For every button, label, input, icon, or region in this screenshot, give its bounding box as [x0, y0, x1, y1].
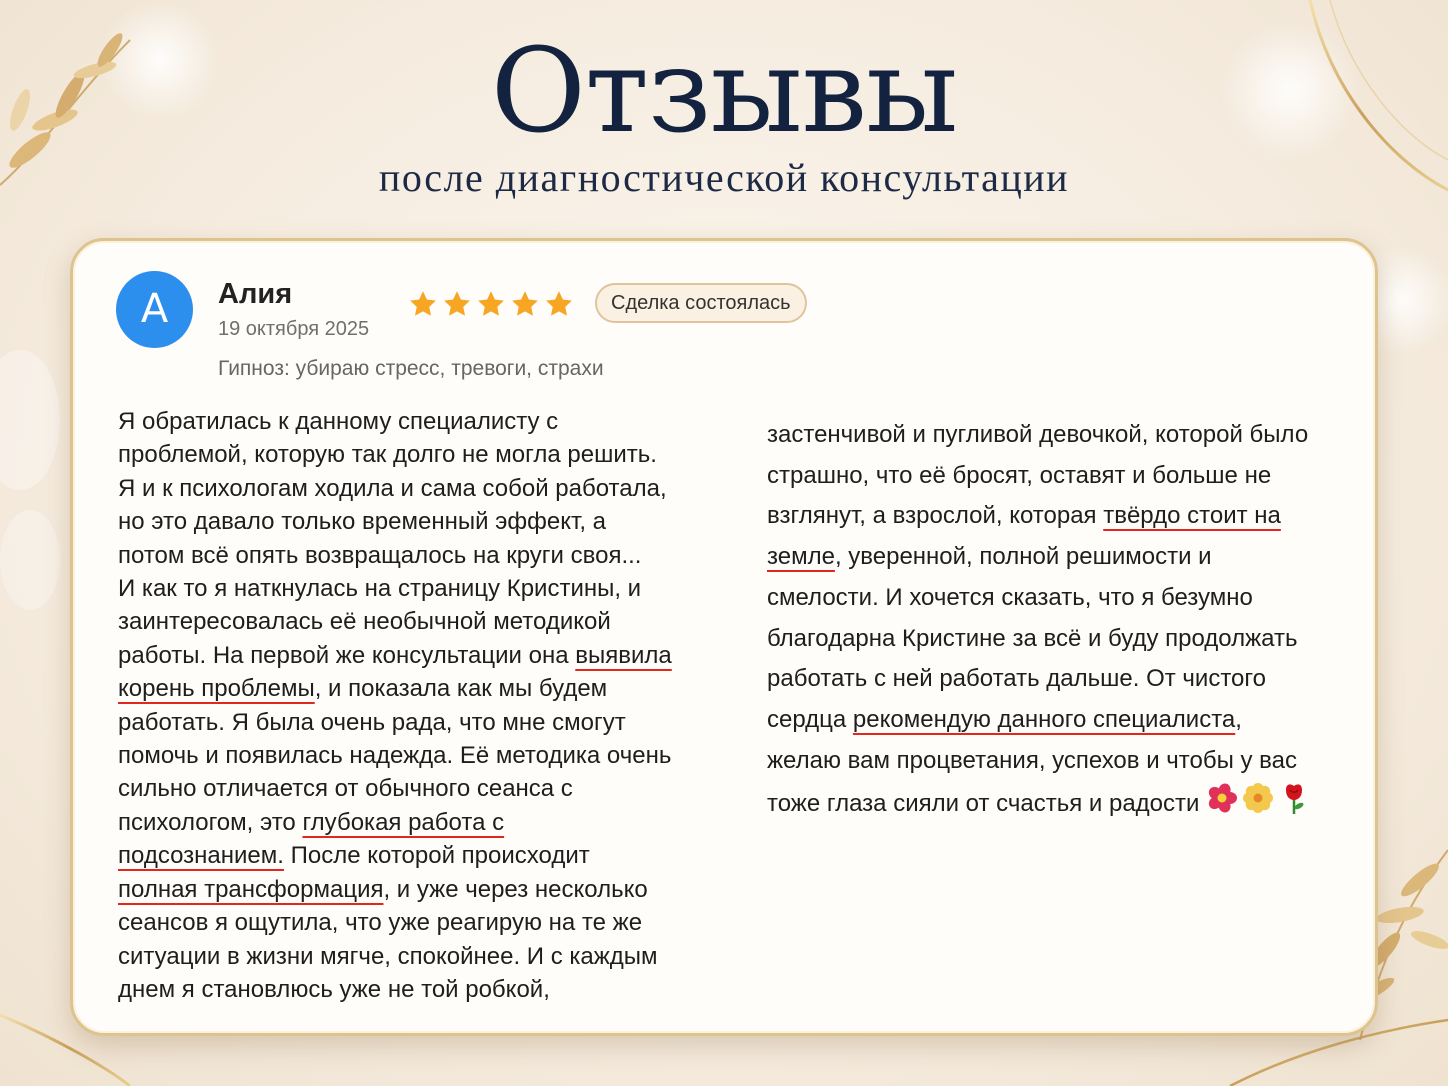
text-segment: тоже глаза сияли от счастья и радости — [767, 790, 1200, 818]
service-name: Гипноз: убираю стресс, тревоги, страхи — [218, 357, 604, 380]
text-segment: но это давало только временный эффект, а — [118, 508, 607, 536]
review-date: 19 октября 2025 — [218, 318, 370, 340]
highlighted-phrase: корень проблемы — [118, 675, 315, 703]
review-text-line — [767, 537, 1357, 578]
text-segment: , и уже через несколько — [383, 875, 648, 903]
text-segment: благодарна Кристине за всё и буду продолжать — [767, 624, 1298, 652]
star-icon — [476, 289, 506, 319]
review-text-left-column — [118, 405, 708, 1006]
review-text-line — [118, 572, 708, 605]
review-text-line — [767, 578, 1357, 619]
highlighted-phrase: земле — [767, 543, 835, 571]
review-card — [70, 238, 1378, 1036]
review-text-right-column — [767, 415, 1357, 825]
reviewer-name: Алия — [218, 278, 293, 310]
review-text-line — [767, 415, 1357, 456]
highlighted-phrase: полная трансформация — [118, 875, 384, 903]
text-segment: психологом, это — [118, 808, 303, 836]
text-segment: днем я становлюсь уже не той робкой, — [118, 975, 550, 1003]
text-segment: , — [1235, 705, 1242, 733]
text-segment: потом всё опять возвращалось на круги своя... — [118, 541, 642, 569]
text-segment: И как то я наткнулась на страницу Кристины, и — [118, 575, 642, 603]
text-segment: , уверенной, полной решимости и — [834, 543, 1212, 571]
review-text-line — [118, 672, 708, 705]
review-text-line — [118, 605, 708, 638]
text-segment: После которой происходит — [283, 842, 590, 870]
review-text-line — [118, 940, 708, 973]
review-text-line — [118, 472, 708, 505]
review-text-line — [118, 706, 708, 739]
review-text-line — [767, 619, 1357, 660]
rose-icon — [1277, 781, 1311, 815]
star-icon — [442, 289, 472, 319]
review-text-line — [118, 505, 708, 538]
text-segment: взглянут, а взрослой, которая — [767, 502, 1104, 530]
page-title: Отзывы — [490, 24, 958, 159]
hibiscus-icon — [1205, 781, 1239, 815]
text-segment: работы. На первой же консультации она — [118, 641, 576, 669]
text-segment: Я обратилась к данному специалисту с — [118, 408, 559, 435]
text-segment: ситуации в жизни мягче, спокойнее. И с каждым — [118, 942, 658, 970]
review-text-line — [767, 496, 1357, 537]
text-segment: сильно отличается от обычного сеанса с — [118, 775, 573, 803]
highlighted-phrase: рекомендую данного специалиста — [852, 705, 1236, 733]
review-text-line — [118, 873, 708, 906]
text-segment: сердца — [767, 705, 853, 733]
text-segment: заинтересовалась её необычной методикой — [118, 608, 611, 636]
text-segment: работать. Я была очень рада, что мне смогут — [118, 708, 626, 736]
flower-emojis — [1205, 781, 1313, 815]
star-rating — [408, 289, 578, 319]
deal-status-badge: Сделка состоялась — [595, 283, 807, 323]
highlighted-phrase: глубокая работа с — [302, 808, 505, 836]
review-text-line — [118, 739, 708, 772]
text-segment: Я и к психологам ходила и сама собой работала, — [118, 474, 667, 502]
text-segment: проблемой, которую так долго не могла решить. — [118, 441, 657, 469]
text-segment: страшно, что её бросят, оставят и больше не — [767, 461, 1272, 489]
avatar: А — [116, 271, 193, 348]
review-text-line — [118, 772, 708, 805]
review-text-line — [118, 639, 708, 672]
star-icon — [408, 289, 438, 319]
star-icon — [510, 289, 540, 319]
text-segment: желаю вам процветания, успехов и чтобы у вас — [767, 746, 1298, 774]
review-text-line — [767, 456, 1357, 497]
review-text-line — [118, 539, 708, 572]
page-subtitle: после диагностической консультации — [378, 155, 1070, 200]
review-text-line — [118, 405, 708, 438]
text-segment: , и показала как мы будем — [314, 675, 608, 703]
review-text-line — [118, 438, 708, 471]
review-text-line — [118, 806, 708, 839]
text-segment: работать с ней работать дальше. От чистого — [767, 665, 1266, 693]
text-segment: застенчивой и пугливой девочкой, которой было — [767, 421, 1309, 448]
review-text-line — [118, 973, 708, 1006]
review-text-line — [118, 906, 708, 939]
blossom-icon — [1241, 781, 1275, 815]
review-text-line — [767, 700, 1357, 741]
highlighted-phrase: твёрдо стоит на — [1103, 502, 1281, 530]
review-text-line — [767, 659, 1357, 700]
text-segment: сеансов я ощутила, что уже реагирую на те же — [118, 909, 643, 937]
review-text-line — [767, 781, 1357, 825]
highlighted-phrase: выявила — [575, 641, 672, 669]
highlighted-phrase: подсознанием. — [118, 842, 284, 870]
text-segment: смелости. И хочется сказать, что я безумно — [767, 583, 1253, 611]
star-icon — [544, 289, 574, 319]
text-segment: помочь и появилась надежда. Её методика очень — [118, 742, 672, 770]
review-text-line — [767, 741, 1357, 782]
review-text-line — [118, 839, 708, 872]
